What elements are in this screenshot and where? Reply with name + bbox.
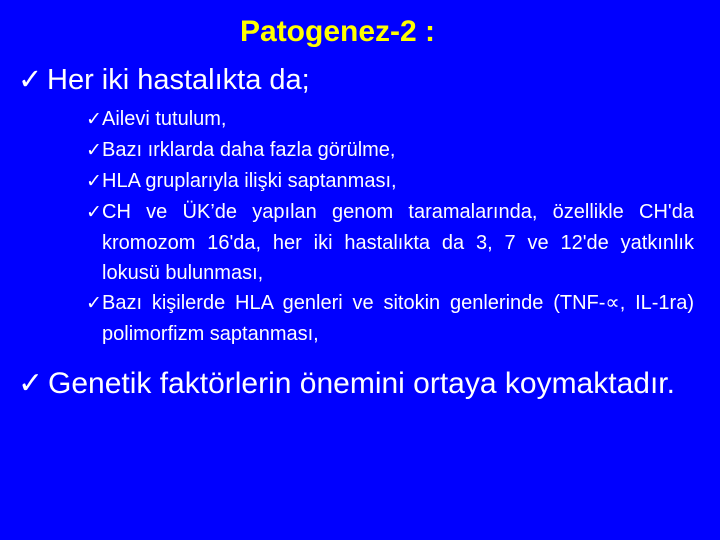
list-item-text: Bazı ırklarda daha fazla görülme, xyxy=(102,139,396,161)
list-item xyxy=(86,135,694,166)
list-item-text: Bazı kişilerde HLA genleri ve sitokin genlerinde (TNF-∝, IL-1ra) polimorfizm saptanması, xyxy=(102,292,694,345)
list-item-text: CH ve ÜK’de yapılan genom taramalarında, özellikle CH'da kromozom 16'da, her iki hastalıkta da 3, 7 ve 12'de yatkınlık lokusü bulunması, xyxy=(102,201,694,284)
intro-text: Her iki hastalıkta da; xyxy=(47,64,310,96)
list-item xyxy=(86,288,694,349)
checkmark-icon: ✓ xyxy=(86,109,102,130)
checkmark-icon: ✓ xyxy=(18,64,43,96)
checkmark-icon: ✓ xyxy=(86,202,102,223)
list-item xyxy=(86,197,694,288)
list-item xyxy=(86,104,694,135)
checkmark-icon: ✓ xyxy=(86,140,102,161)
slide-title: Patogenez-2 : xyxy=(240,15,436,48)
conclusion-bullet xyxy=(18,366,675,402)
checkmark-icon: ✓ xyxy=(86,171,102,192)
list-item-text: Ailevi tutulum, xyxy=(102,108,227,130)
list-item xyxy=(86,166,694,197)
sub-bullet-list xyxy=(86,104,694,349)
intro-bullet xyxy=(18,62,310,98)
list-item-text: HLA gruplarıyla ilişki saptanması, xyxy=(102,170,397,192)
checkmark-icon: ✓ xyxy=(86,293,102,314)
conclusion-text: Genetik faktörlerin önemini ortaya koymaktadır. xyxy=(48,367,675,400)
checkmark-icon: ✓ xyxy=(18,367,44,400)
